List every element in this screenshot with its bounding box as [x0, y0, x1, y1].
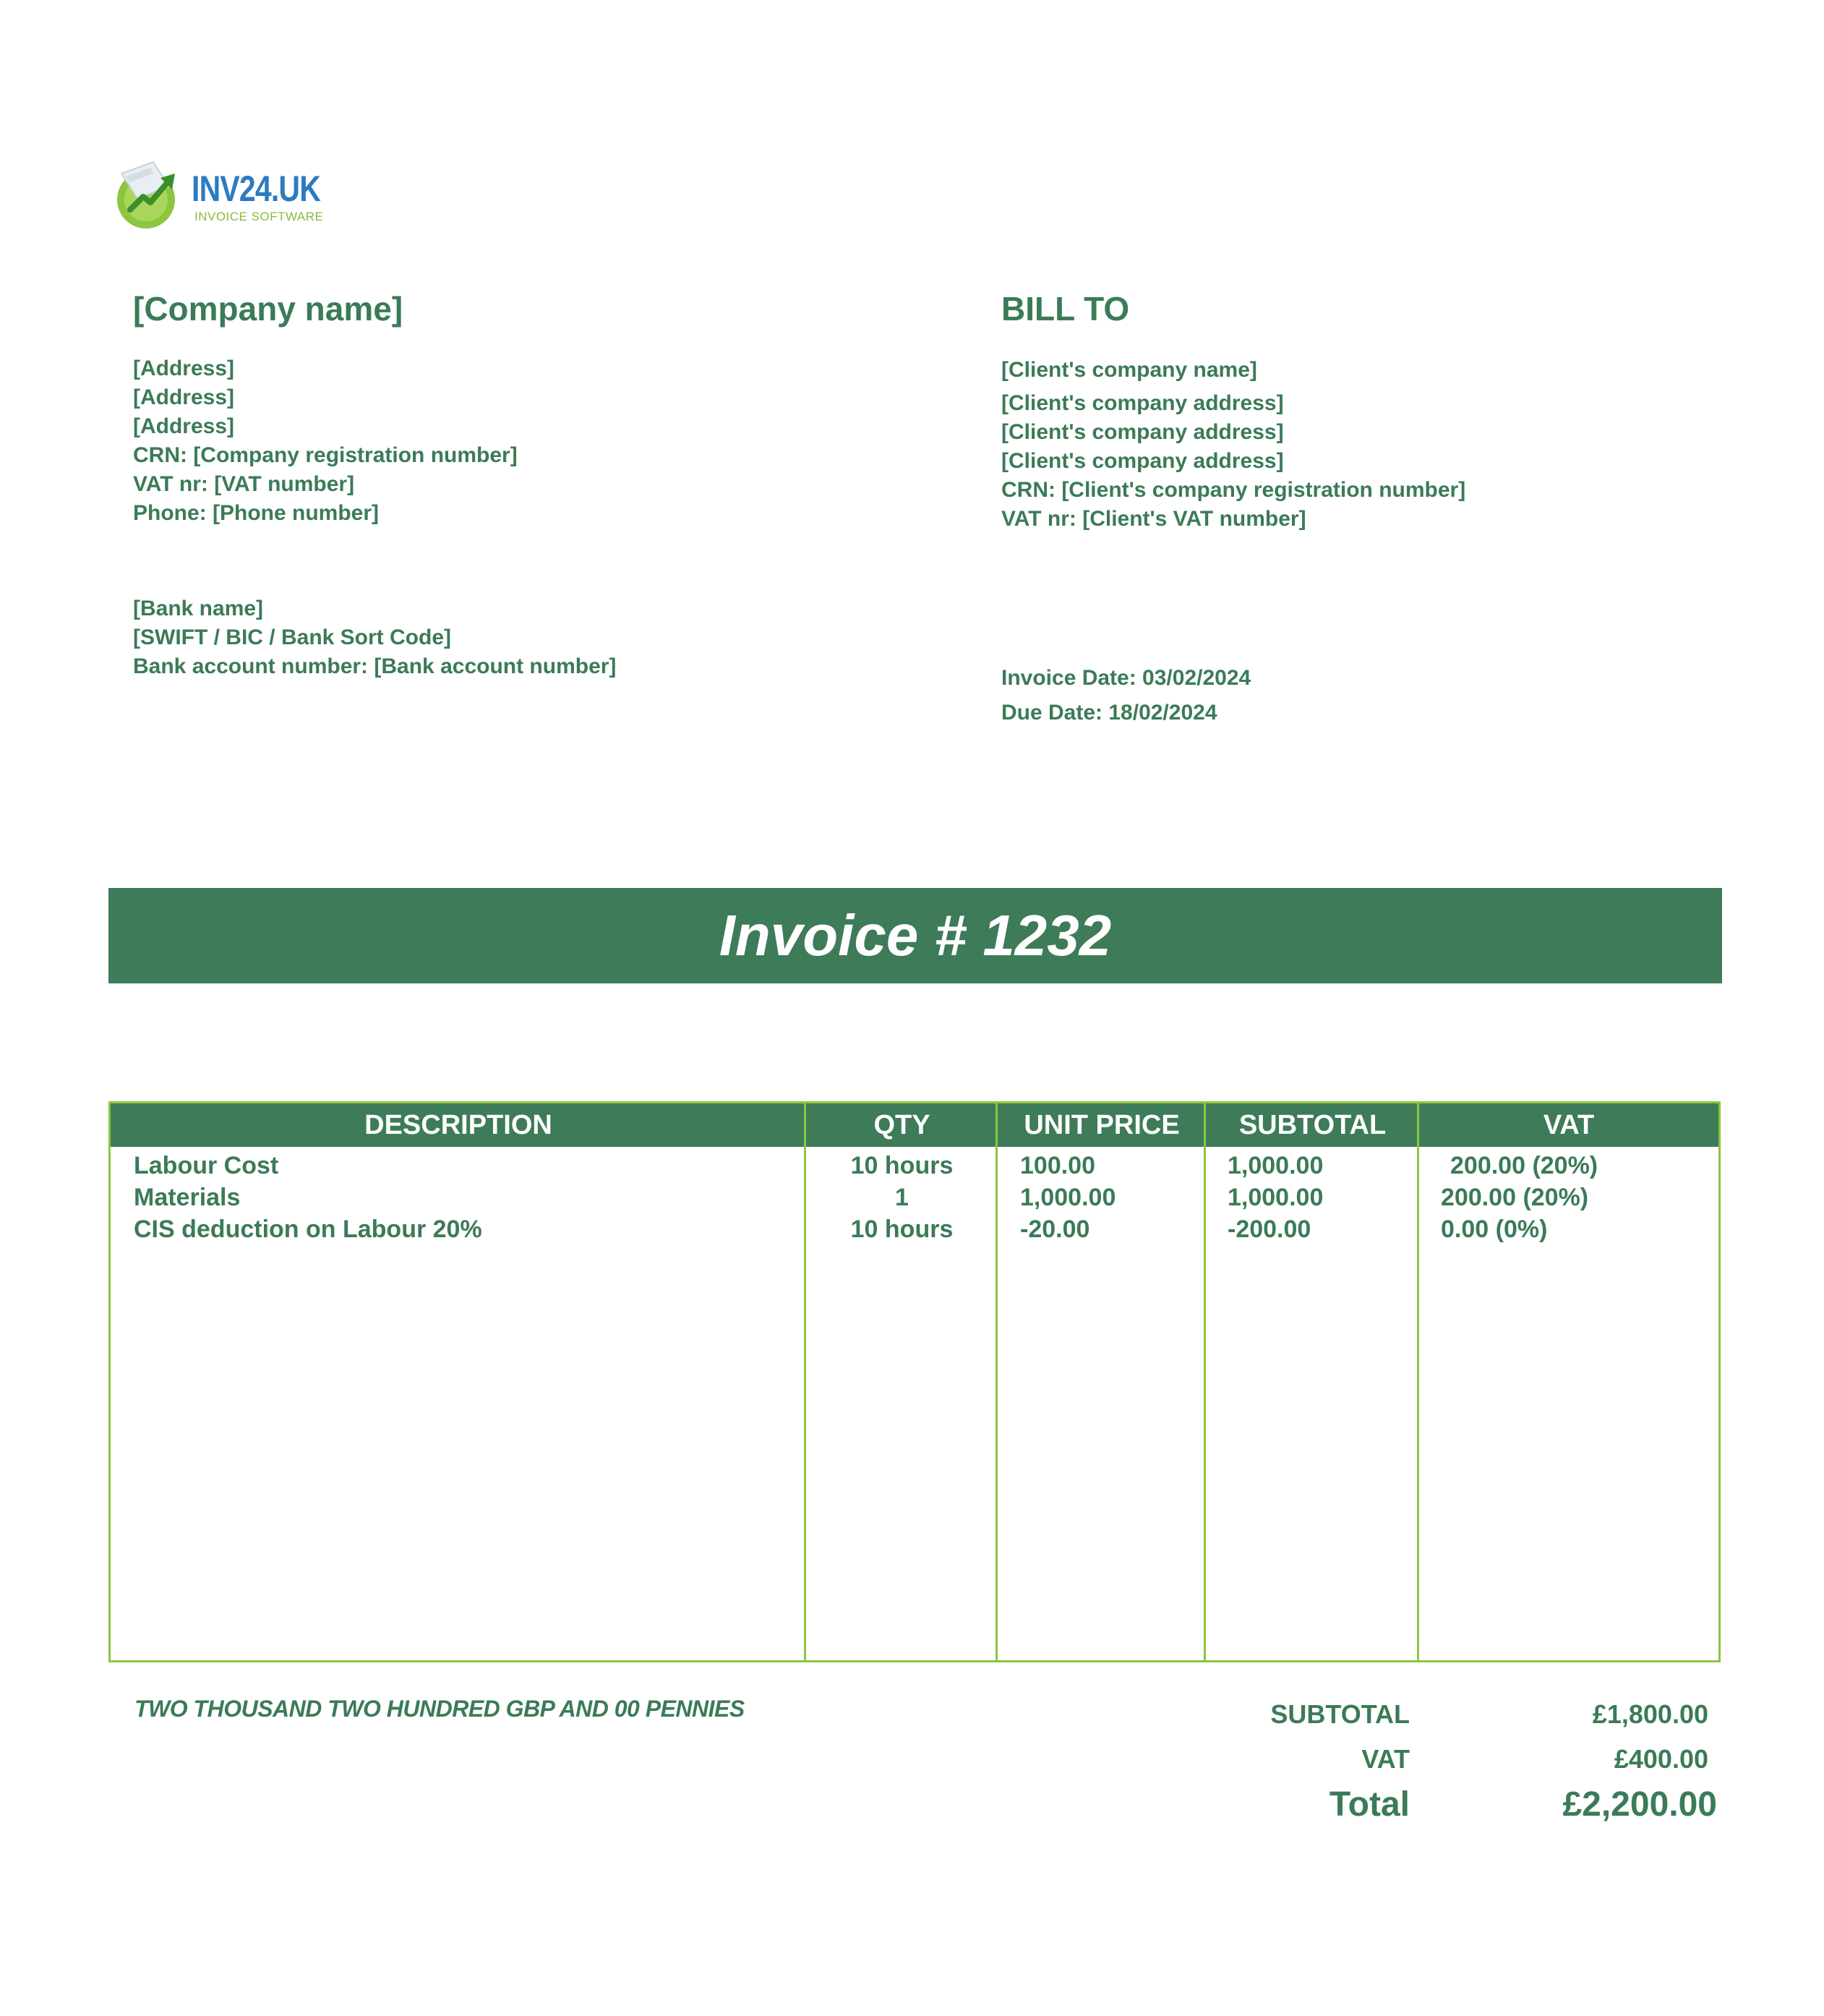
item-unit-price: -20.00: [1020, 1216, 1090, 1243]
item-subtotal: 1,000.00: [1228, 1184, 1324, 1211]
client-company-name: [Client's company name]: [1001, 358, 1257, 382]
company-logo: [108, 152, 347, 231]
invoice-date: Invoice Date: 03/02/2024: [1001, 666, 1251, 690]
column-divider: [1204, 1103, 1206, 1660]
item-description: Materials: [134, 1184, 241, 1211]
client-crn: CRN: [Client's company registration number]: [1001, 478, 1466, 502]
grand-total-label: Total: [1329, 1785, 1410, 1824]
client-address-2: [Client's company address]: [1001, 420, 1284, 444]
grand-total-value: £2,200.00: [1562, 1785, 1717, 1824]
item-description: CIS deduction on Labour 20%: [134, 1216, 482, 1243]
client-address-1: [Client's company address]: [1001, 391, 1284, 415]
client-vat-number: VAT nr: [Client's VAT number]: [1001, 507, 1306, 531]
bank-swift-code: [SWIFT / BIC / Bank Sort Code]: [133, 625, 451, 649]
client-address-3: [Client's company address]: [1001, 449, 1284, 473]
logo-subtitle: INVOICE SOFTWARE: [194, 210, 324, 223]
item-vat: 200.00 (20%): [1441, 1184, 1589, 1211]
subtotal-label: SUBTOTAL: [1270, 1699, 1410, 1729]
invoice-dates: [1001, 664, 1251, 727]
column-header-unit-price: UNIT PRICE: [1024, 1109, 1180, 1140]
seller-address-1: [Address]: [133, 356, 235, 380]
seller-address-2: [Address]: [133, 385, 235, 409]
logo-title: INV24.UK: [192, 168, 321, 209]
column-header-subtotal: SUBTOTAL: [1238, 1109, 1387, 1140]
column-header-description: DESCRIPTION: [364, 1109, 552, 1140]
vat-total-label: VAT: [1361, 1744, 1410, 1774]
vat-total-value: £400.00: [1614, 1744, 1708, 1774]
seller-crn: CRN: [Company registration number]: [133, 443, 518, 467]
seller-vat-number: VAT nr: [VAT number]: [133, 472, 355, 496]
invoice-growth-logo-icon: [108, 158, 188, 230]
seller-details: [133, 354, 518, 528]
item-qty: 1: [895, 1184, 909, 1211]
item-subtotal: -200.00: [1228, 1216, 1311, 1243]
bank-name: [Bank name]: [133, 597, 264, 620]
buyer-details: [1001, 356, 1465, 534]
item-description: Labour Cost: [134, 1152, 279, 1179]
item-qty: 10 hours: [850, 1216, 954, 1243]
bill-to-heading: BILL TO: [1001, 290, 1130, 328]
item-unit-price: 100.00: [1020, 1152, 1095, 1179]
seller-phone: Phone: [Phone number]: [133, 501, 379, 525]
item-unit-price: 1,000.00: [1020, 1184, 1116, 1211]
seller-address-3: [Address]: [133, 414, 235, 438]
column-header-vat: VAT: [1543, 1109, 1595, 1140]
amount-in-words: TWO THOUSAND TWO HUNDRED GBP AND 00 PENNIES: [134, 1696, 745, 1722]
column-divider: [1417, 1103, 1419, 1660]
column-header-qty: QTY: [873, 1109, 930, 1140]
invoice-number-title: Invoice # 1232: [719, 903, 1112, 968]
item-qty: 10 hours: [850, 1152, 954, 1179]
item-vat: 0.00 (0%): [1441, 1216, 1548, 1243]
subtotal-value: £1,800.00: [1592, 1699, 1708, 1729]
bank-account-number: Bank account number: [Bank account number]: [133, 654, 617, 678]
table-header-row: [111, 1103, 1718, 1147]
item-vat: 200.00 (20%): [1450, 1152, 1598, 1179]
seller-bank-details: [133, 594, 616, 681]
line-items-table: [108, 1101, 1721, 1662]
due-date: Due Date: 18/02/2024: [1001, 701, 1217, 725]
item-subtotal: 1,000.00: [1228, 1152, 1324, 1179]
seller-company-name: [Company name]: [133, 290, 403, 328]
invoice-title-banner: [108, 888, 1722, 983]
